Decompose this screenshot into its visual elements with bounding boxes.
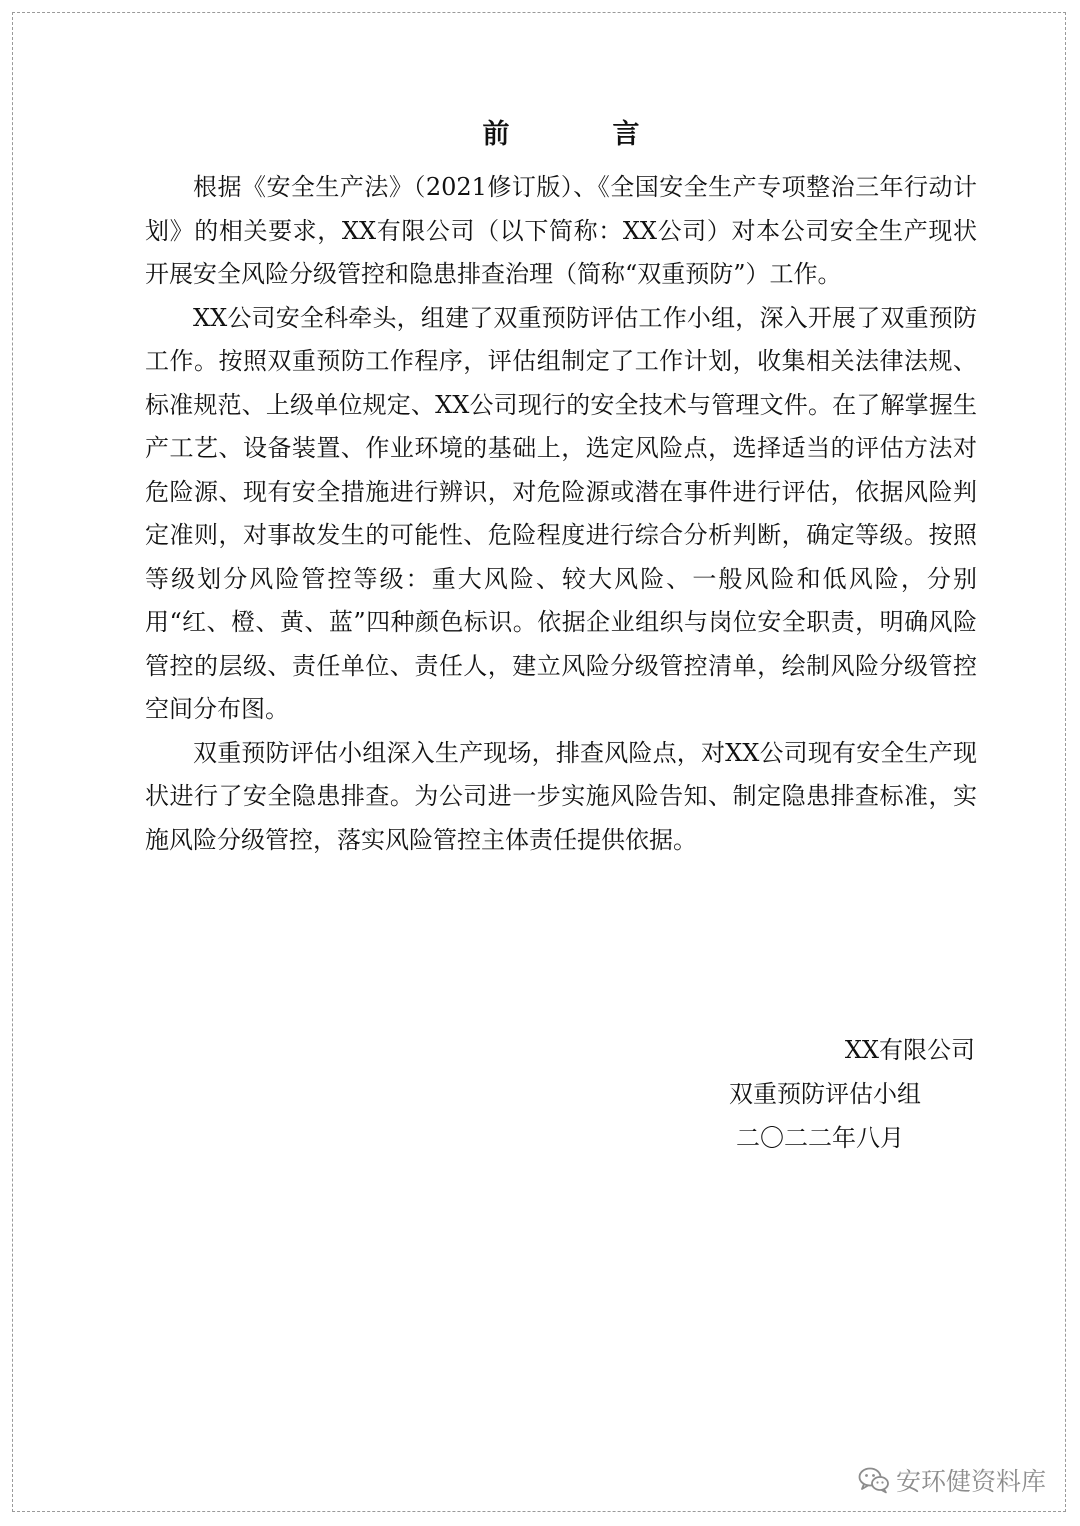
paragraph-2: XX公司安全科牵头，组建了双重预防评估工作小组，深入开展了双重预防工作。按照双重预防工作程序，评估组制定了工作计划，收集相关法律法规、标准规范、上级单位规定、XX公司现行的安全技术与管理文件。在了解掌握生产工艺、设备装置、作业环境的基础上，选定风险点，选择适当的评估方法对危险源、现有安全措施进行辨识，对危险源或潜在事件进行评估，依据风险判定准则，对事故发生的可能性、危险程度进行综合分析判断，确定等级。按照等级划分风险管控等级：重大风险、较大风险、一般风险和低风险，分别用“红、橙、黄、蓝”四种颜色标识。依据企业组织与岗位安全职责，明确风险管控的层级、责任单位、责任人，建立风险分级管控清单，绘制风险分级管控空间分布图。 [145,303,977,723]
watermark-text: 安环健资料库 [895,1467,1046,1496]
signature-group: 双重预防评估小组 [729,1080,921,1108]
signature-block [0,1030,1080,1160]
document-body [145,112,977,862]
wechat-icon [858,1466,890,1494]
watermark [858,1462,1046,1498]
document-title: 前 言 [482,119,678,150]
signature-date: 二〇二二年八月 [736,1124,904,1152]
paragraph-3: 双重预防评估小组深入生产现场，排查风险点，对XX公司现有安全生产现状进行了安全隐患排查。为公司进一步实施风险告知、制定隐患排查标准，实施风险分级管控，落实风险管控主体责任提供依据。 [145,738,977,854]
signature-company: XX有限公司 [844,1036,975,1064]
paragraph-1: 根据《安全生产法》（2021修订版）、《全国安全生产专项整治三年行动计划》的相关要求，XX有限公司（以下简称：XX公司）对本公司安全生产现状开展安全风险分级管控和隐患排查治理（简称“双重预防”）工作。 [145,173,977,288]
